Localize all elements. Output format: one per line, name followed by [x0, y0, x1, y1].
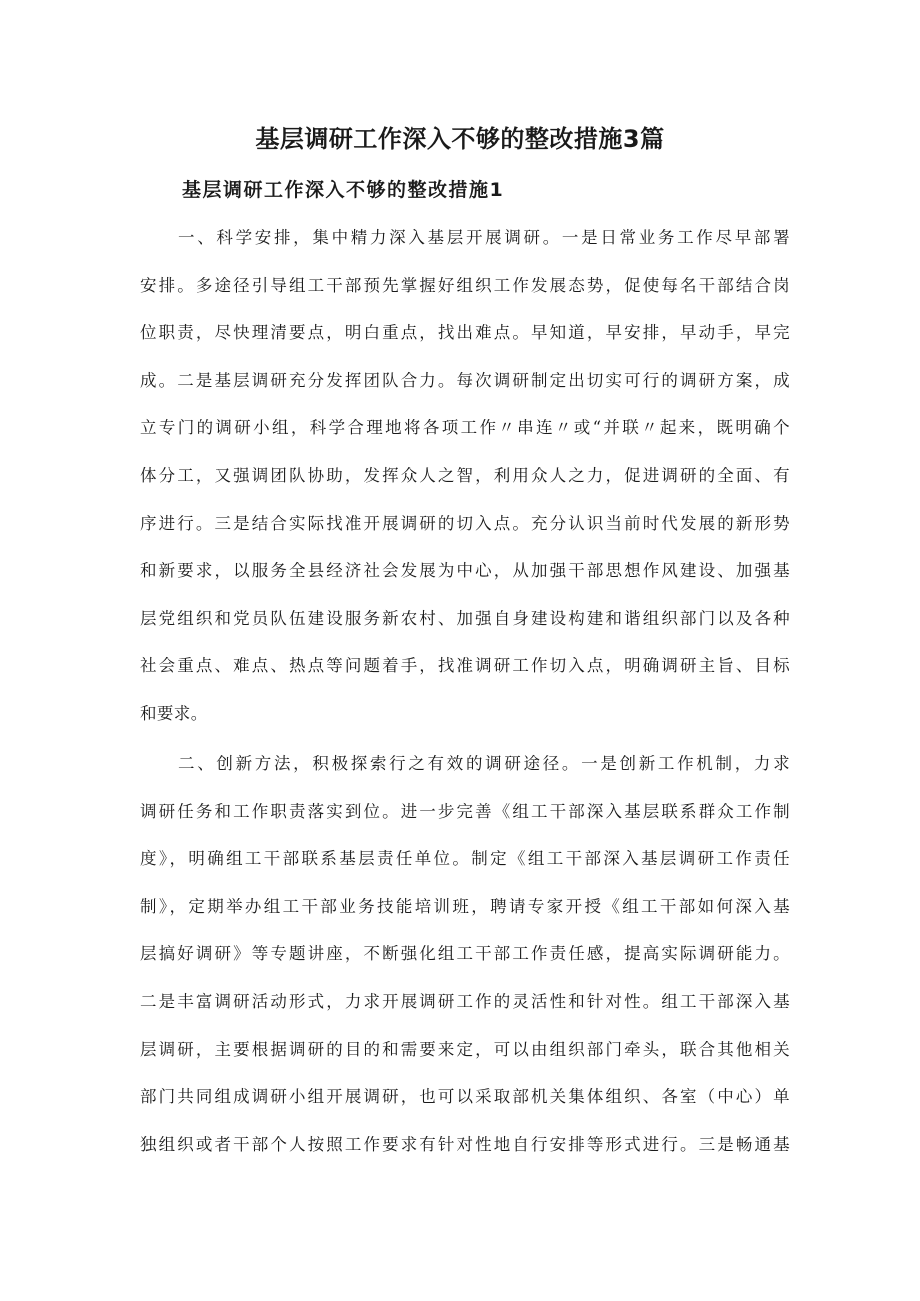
paragraph-line: 成。二是基层调研充分发挥团队合力。每次调研制定出切实可行的调研方案，成	[140, 370, 790, 390]
paragraph-line: 制》，定期举办组工干部业务技能培训班，聘请专家开授《组工干部如何深入基	[140, 896, 790, 916]
paragraph-line: 立专门的调研小组，科学合理地将各项工作〃串连〃或“并联〃起来，既明确个	[140, 418, 790, 438]
paragraph-line: 二是丰富调研活动形式，力求开展调研工作的灵活性和针对性。组工干部深入基	[140, 991, 790, 1011]
paragraph-line: 二、创新方法，积极探索行之有效的调研途径。一是创新工作机制，力求	[178, 754, 790, 773]
paragraph-line: 和新要求，以服务全县经济社会发展为中心，从加强干部思想作风建设、加强基	[140, 561, 790, 581]
paragraph-line: 层搞好调研》等专题讲座，不断强化组工干部工作责任感，提高实际调研能力。	[140, 944, 790, 964]
paragraph-line: 序进行。三是结合实际找准开展调研的切入点。充分认识当前时代发展的新形势	[140, 513, 790, 533]
paragraph-2	[140, 750, 790, 1178]
paragraph-line: 安排。多途径引导组工干部预先掌握好组织工作发展态势，促使每名干部结合岗	[140, 275, 790, 295]
paragraph-line: 独组织或者干部个人按照工作要求有针对性地自行安排等形式进行。三是畅通基	[140, 1134, 790, 1154]
paragraph-line: 调研任务和工作职责落实到位。进一步完善《组工干部深入基层联系群众工作制	[140, 801, 790, 821]
section-title: 基层调研工作深入不够的整改措施1	[182, 179, 505, 201]
document-title: 基层调研工作深入不够的整改措施3篇	[255, 125, 665, 153]
paragraph-line: 体分工，又强调团队协助，发挥众人之智，利用众人之力，促进调研的全面、有	[140, 465, 790, 485]
paragraph-line: 层调研，主要根据调研的目的和需要来定，可以由组织部门牵头，联合其他相关	[140, 1039, 790, 1059]
paragraph-line: 社会重点、难点、热点等问题着手，找准调研工作切入点，明确调研主旨、目标	[140, 656, 790, 676]
paragraph-line: 位职责，尽快理清要点，明白重点，找出难点。早知道，早安排，早动手，早完	[140, 323, 790, 343]
paragraph-line: 和要求。	[140, 703, 208, 723]
paragraph-1	[140, 224, 790, 748]
paragraph-line: 度》，明确组工干部联系基层责任单位。制定《组工干部深入基层调研工作责任	[140, 849, 790, 869]
paragraph-line: 部门共同组成调研小组开展调研，也可以采取部机关集体组织、各室（中心）单	[140, 1087, 790, 1107]
paragraph-line: 一、科学安排，集中精力深入基层开展调研。一是日常业务工作尽早部署	[178, 228, 790, 247]
paragraph-line: 层党组织和党员队伍建设服务新农村、加强自身建设构建和谐组织部门以及各种	[140, 608, 790, 628]
